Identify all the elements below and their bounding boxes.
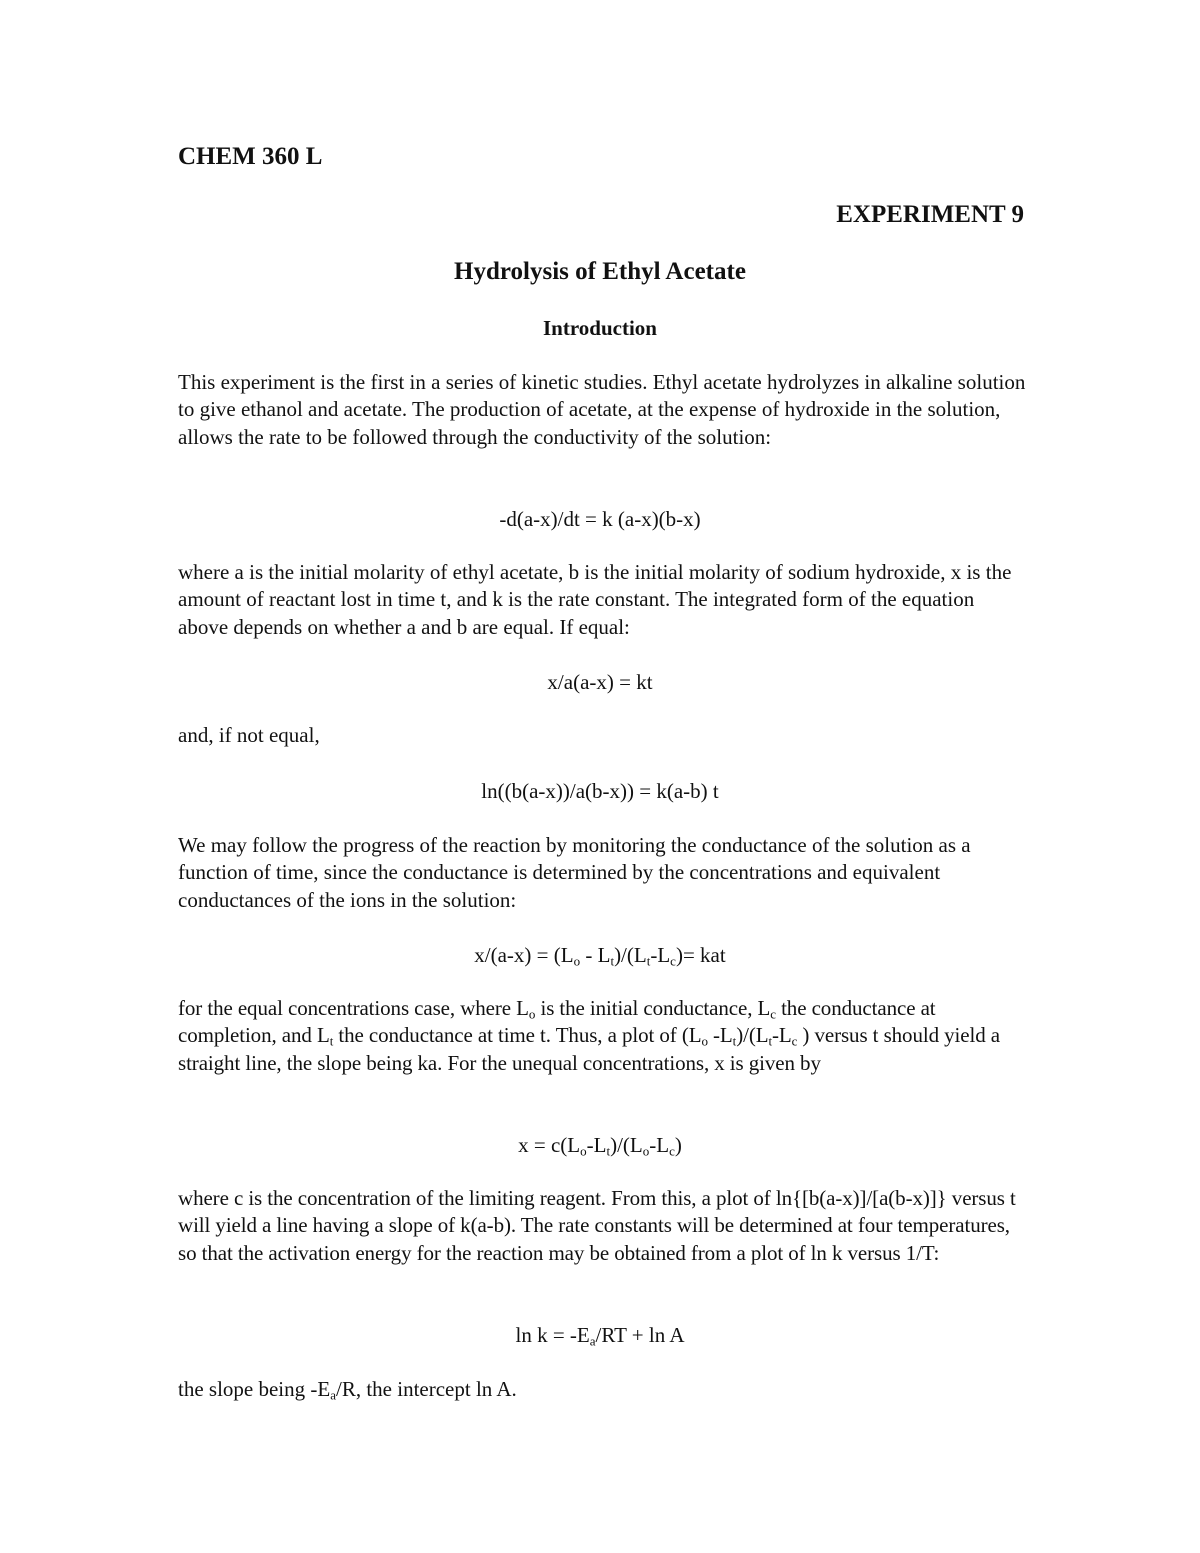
paragraph-not-equal: and, if not equal, — [178, 723, 320, 747]
equation-rate-law: -d(a-x)/dt = k (a-x)(b-x) — [499, 507, 701, 531]
equation-arrhenius: $\ln k = -E_a/RT + \ln A$ — [515, 1323, 685, 1349]
equation-x-from-conductance: $x = c(L_o-L_t)/(L_o-L_c)$ — [518, 1133, 682, 1159]
experiment-number: EXPERIMENT 9 — [836, 201, 1024, 228]
paragraph-conductance: We may follow the progress of the reaction by monitoring the conductance of the solution as a function of time, since the conductance is determined by the concentrations and equivalent conductances of the ions in the solution: — [178, 833, 971, 912]
course-code: CHEM 360 L — [178, 143, 323, 170]
paragraph-slope-intercept: the slope being $-E_a/R$, the intercept ln A. — [178, 1377, 517, 1403]
paragraph-definitions: where a is the initial molarity of ethyl acetate, b is the initial molarity of sodium hydroxide, x is the amount of reactant lost in time t, and k is the rate constant. The integrated form of the equation above depends on whether a and b are equal. If equal: — [178, 560, 1012, 639]
section-heading-introduction: Introduction — [543, 316, 657, 340]
paragraph-limiting-reagent: where c is the concentration of the limiting reagent. From this, a plot of ln{[b(a-x)]/[a(b-x)]} versus t will yield a line having a slope of k(a-b). The rate constants will be determined at four temperatures, so that the activation energy for the reaction may be obtained from a plot of ln k versus 1/T: — [178, 1186, 1016, 1265]
paragraph-intro: This experiment is the first in a series of kinetic studies. Ethyl acetate hydrolyzes in alkaline solution to give ethanol and acetate. The production of acetate, at the expense of hydroxide in the solution, allows the rate to be followed through the conductivity of the solution: — [178, 370, 1026, 449]
document-title: Hydrolysis of Ethyl Acetate — [454, 258, 746, 285]
paragraph-equal-concentrations: for the equal concentrations case, where $L_o$ is the initial conductance, $L_c$ the conductance at completion, and $L_t$ the conductance at time t. Thus, a plot of ($L_o$ $-L_t)/(L_t-L_c$ ) versus t should yield a straight line, the slope being ka. For the unequal concentrations, x is given by — [178, 996, 1000, 1075]
equation-equal-case: x/a(a-x) = kt — [547, 670, 653, 694]
equation-unequal-case: ln((b(a-x))/a(b-x)) = k(a-b) t — [481, 779, 719, 803]
equation-conductance-ratio: $x/(a-x) = (L_o - L_t)/(L_t-L_c)=$ kat — [474, 943, 726, 969]
